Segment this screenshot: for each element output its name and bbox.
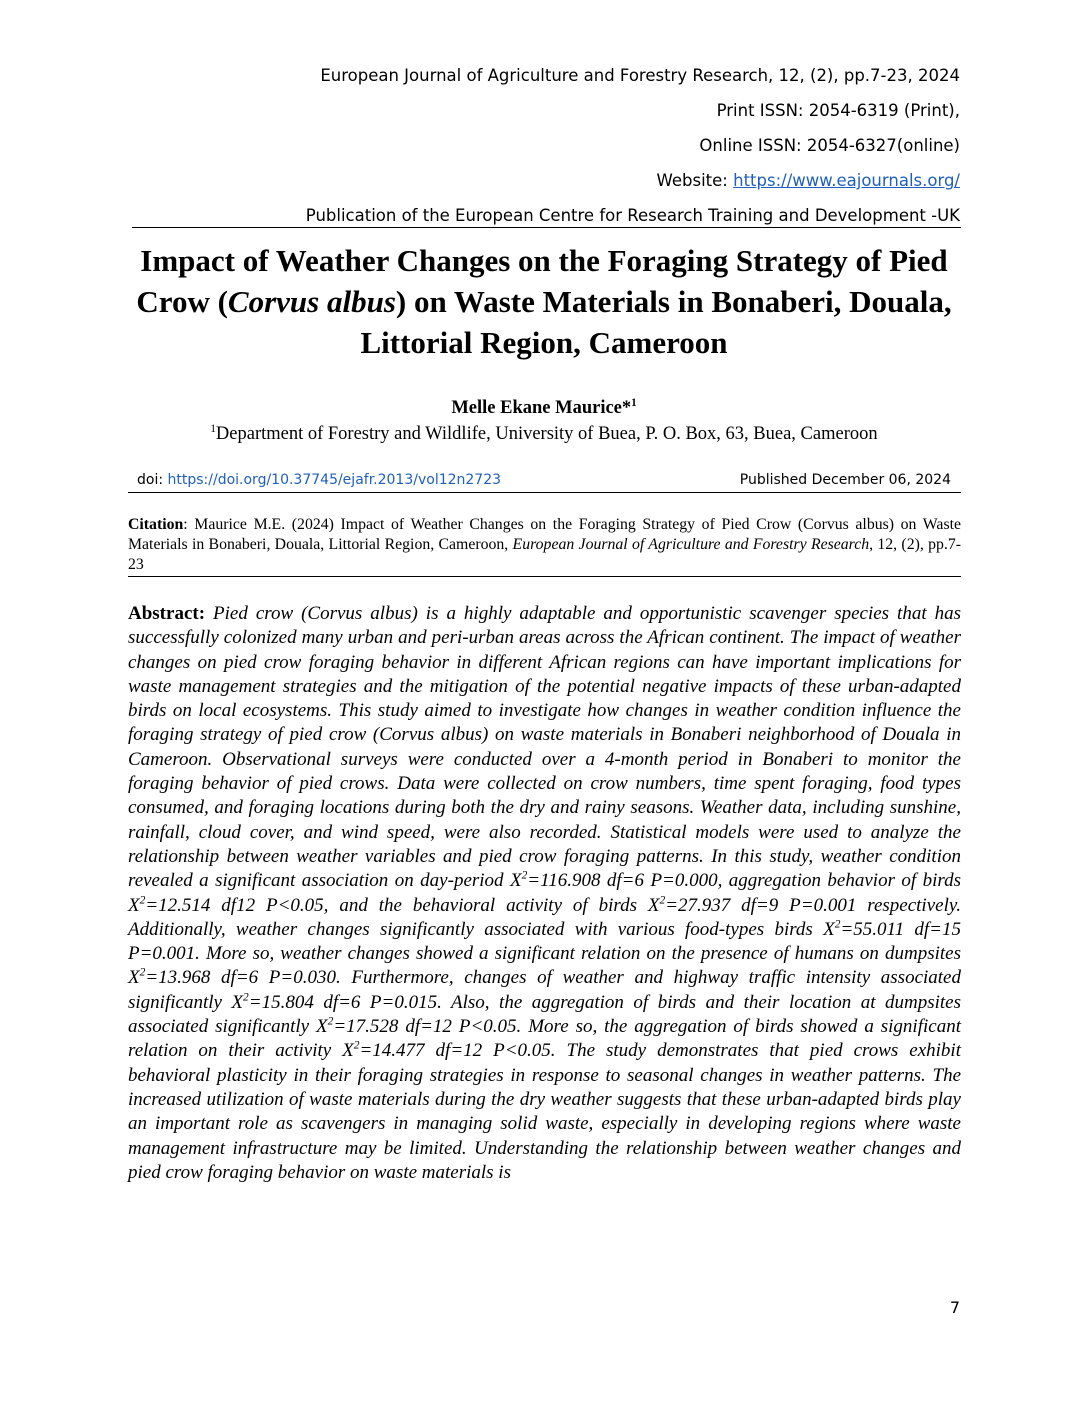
doi-line [137, 472, 501, 488]
header-rule [132, 227, 961, 228]
citation-label: Citation [128, 516, 184, 533]
website-label: Website: [656, 171, 734, 190]
citation: Citation: Maurice M.E. (2024) Impact of Weather Changes on the Foraging Strategy of Pied Crow (Corvus albus) on Waste Materials in Bonaberi, Douala, Littorial Region, Cameroon, European Journal of Agriculture and Forestry Research, 12, (2), pp.7-23 [128, 516, 962, 573]
abstract-label: Abstract: [128, 603, 206, 624]
website-link[interactable]: https://www.eajournals.org/ [733, 171, 960, 190]
author-name: Melle Ekane Maurice*$^1$ [451, 396, 637, 418]
paper-title: Impact of Weather Changes on the Foraging Strategy of Pied Crow (Corvus albus) on Waste Materials in Bonaberi, Douala, Littorial Region, Cameroon [136, 243, 952, 360]
species-name: Corvus albus [227, 284, 396, 319]
print-issn: Print ISSN: 2054-6319 (Print), [716, 101, 960, 120]
abstract-body: Pied crow (Corvus albus) is a highly adaptable and opportunistic scavenger species that has successfully colonized many urban and peri-urban areas across the African continent. The impact of weather changes on pied crow foraging behavior in different African regions can have important implications for waste management strategies and the mitigation of the potential negative impacts of these urban-adapted birds on local ecosystems. This study aimed to investigate how changes in weather condition influence the foraging strategy of pied crow (Corvus albus) on waste materials in Bonaberi neighborhood of Douala in Cameroon. Observational surveys were conducted over a 4-month period in Bonaberi to monitor the foraging behavior of pied crows. Data were collected on crow numbers, time spent foraging, food types consumed, and foraging locations during both the dry and rainy seasons. Weather data, including sunshine, rainfall, cloud cover, and wind speed, were also recorded. Statistical models were used to analyze the relationship between weather variables and pied crow foraging patterns. In this study, weather condition revealed a significant association on day-period $X^2=116.908$ df=6 P=0.000, aggregation behavior of birds $X^2=12.514$ df12 P<0.05, and the behavioral activity of birds $X^2=27.937$ df=9 P=0.001 respectively. Additionally, weather changes significantly associated with various food-types birds $X^2=55.011$ df=15 P=0.001. More so, weather changes showed a significant relation on the presence of humans on dumpsites $X^2=13.968$ df=6 P=0.030. Furthermore, changes of weather and highway traffic intensity associated significantly $X^2=15.804$ df=6 P=0.015. Also, the aggregation of birds and their location at dumpsites associated significantly $X^2=17.528$ df=12 P<0.05. More so, the aggregation of birds showed a significant relation on their activity $X^2=14.477$ df=12 P<0.05. The study demonstrates that pied crows exhibit behavioral plasticity in their foraging strategies in response to seasonal changes in weather patterns. The increased utilization of waste materials during the dry weather suggests that these urban-adapted birds play an important role as scavengers in managing solid waste, especially in developing regions where waste management infrastructure may be limited. Understanding the relationship between weather changes and pied crow foraging behavior on waste materials is [128, 603, 961, 1183]
publisher-line: Publication of the European Centre for Research Training and Development -UK [305, 206, 960, 225]
abstract [128, 602, 961, 1185]
published-date: Published December 06, 2024 [739, 472, 951, 488]
page-number: 7 [949, 1298, 960, 1317]
doi-link[interactable]: https://doi.org/10.37745/ejafr.2013/vol12n2723 [167, 472, 502, 488]
author-affiliation: $^1$Department of Forestry and Wildlife, University of Buea, P. O. Box, 63, Buea, Cameroon [210, 422, 878, 444]
citation-journal: European Journal of Agriculture and Forestry Research [512, 536, 870, 553]
doi-rule [128, 492, 961, 493]
online-issn: Online ISSN: 2054-6327(online) [699, 136, 960, 155]
journal-reference: European Journal of Agriculture and Forestry Research, 12, (2), pp.7-23, 2024 [320, 66, 960, 85]
doi-label: doi: [137, 472, 168, 488]
website-line [657, 171, 960, 190]
citation-rule [128, 576, 961, 577]
